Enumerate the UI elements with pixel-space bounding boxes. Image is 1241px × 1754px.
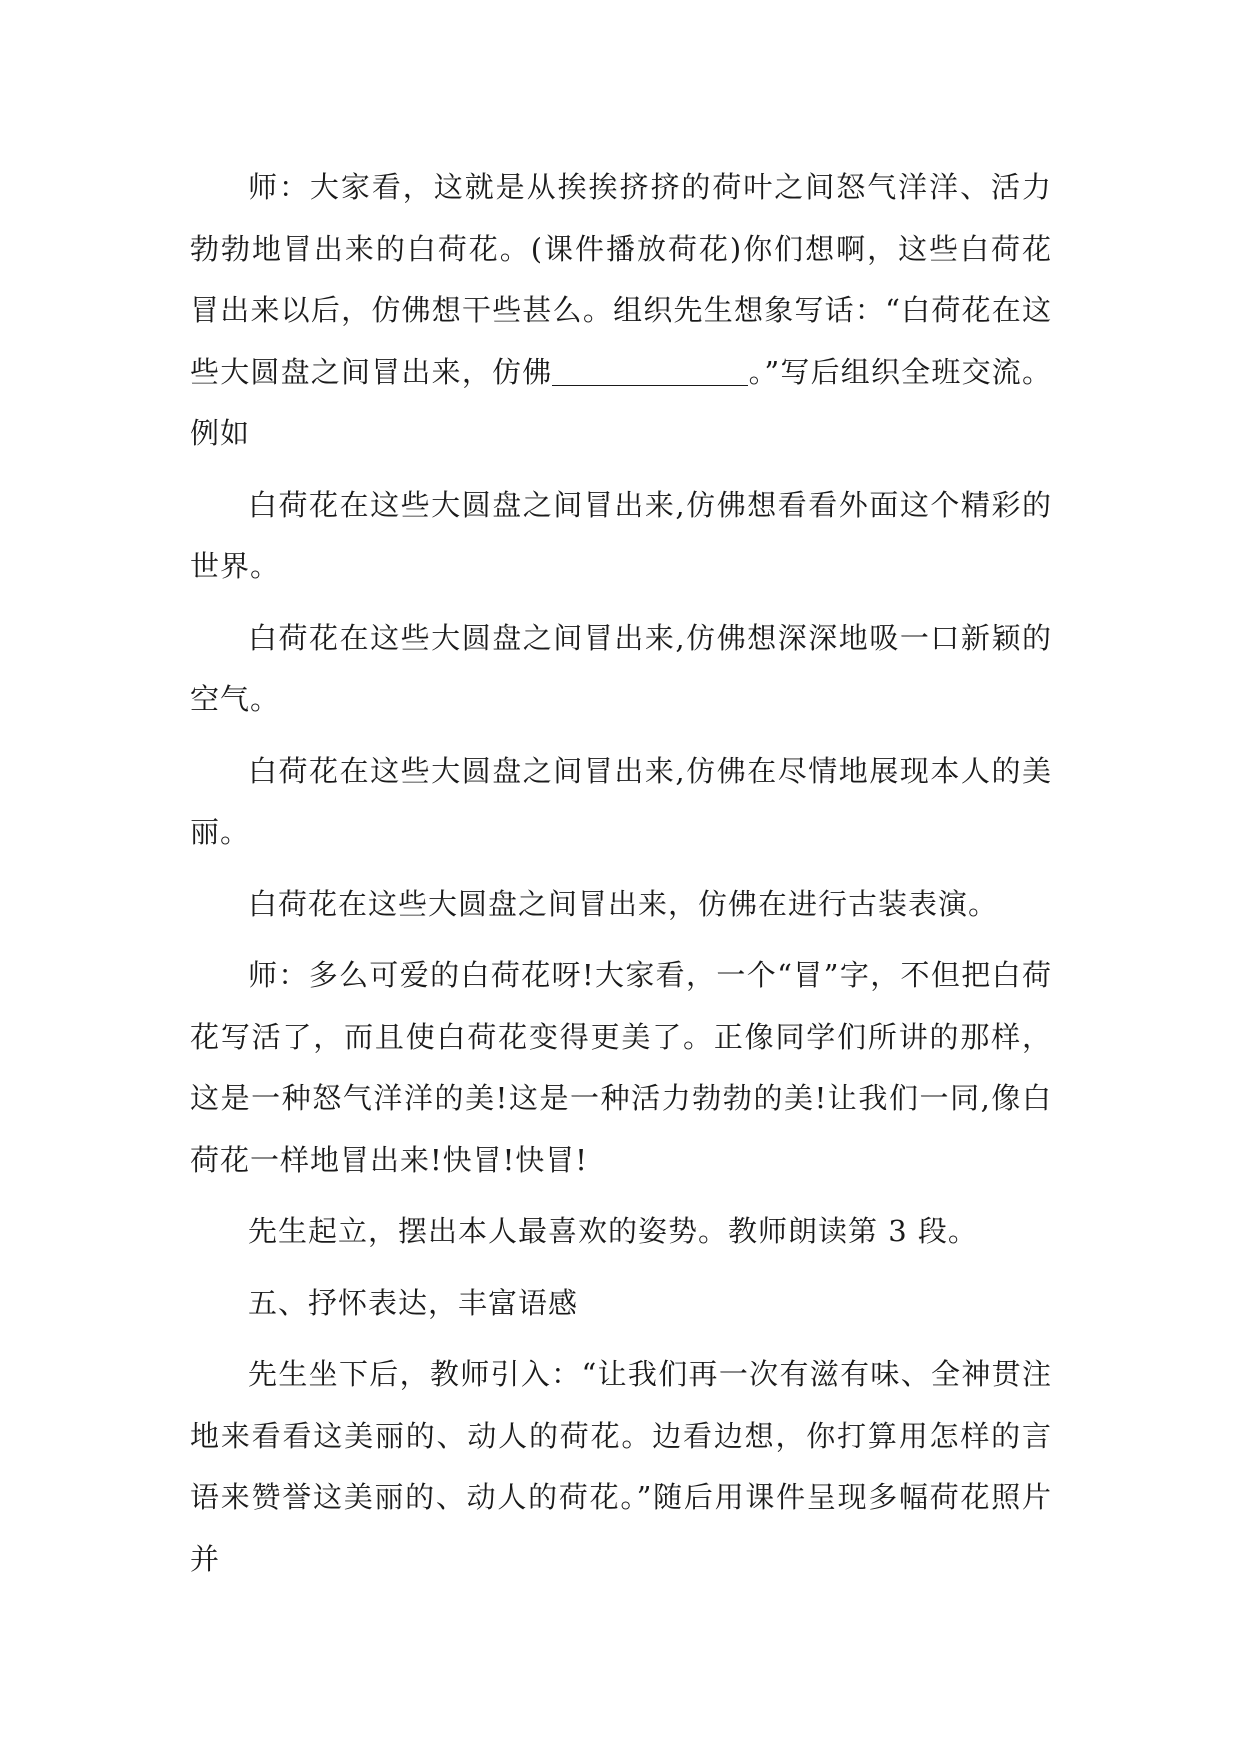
paragraph-example-4: 白荷花在这些大圆盘之间冒出来，仿佛在进行古装表演。: [248, 886, 999, 921]
fill-in-blank-line: [552, 356, 748, 386]
document-body: [190, 157, 1052, 1600]
paragraph-example-3: 白荷花在这些大圆盘之间冒出来,仿佛在尽情地展现本人的美丽。: [190, 753, 1052, 849]
paragraph-stand-up: 先生起立，摆出本人最喜欢的姿势。教师朗读第 3 段。: [248, 1214, 978, 1248]
paragraph-teacher-comment: 师：多么可爱的白荷花呀!大家看，一个“冒”字，不但把白荷花写活了，而且使白荷花变得更美了。正像同学们所讲的那样，这是一种怒气洋洋的美!这是一种活力勃勃的美!让我们一同,像白荷花一样地冒出来!快冒!快冒!: [190, 958, 1052, 1177]
paragraph-teacher-intro: 先生坐下后，教师引入：“让我们再一次有滋有味、全神贯注地来看看这美丽的、动人的荷花。边看边想，你打算用怎样的言语来赞誉这美丽的、动人的荷花。”随后用课件呈现多幅荷花照片并: [190, 1357, 1052, 1576]
section-heading: 五、抒怀表达，丰富语感: [248, 1285, 579, 1320]
paragraph-teacher-prompt: [190, 157, 1052, 465]
paragraph-text: 师：大家看，这就是从挨挨挤挤的荷叶之间怒气洋洋、活力勃勃地冒出来的白荷花。(课件播放荷花)你们想啊，这些白荷花冒出来以后，仿佛想干些甚么。组织先生想象写话：“白荷花在这些大圆盘之间冒出来，仿佛: [190, 170, 1052, 389]
paragraph-example-1: 白荷花在这些大圆盘之间冒出来,仿佛想看看外面这个精彩的世界。: [190, 487, 1052, 583]
paragraph-text: 。”写后组织全班交流。例如: [190, 354, 1052, 450]
paragraph-example-2: 白荷花在这些大圆盘之间冒出来,仿佛想深深地吸一口新颖的空气。: [190, 620, 1052, 716]
